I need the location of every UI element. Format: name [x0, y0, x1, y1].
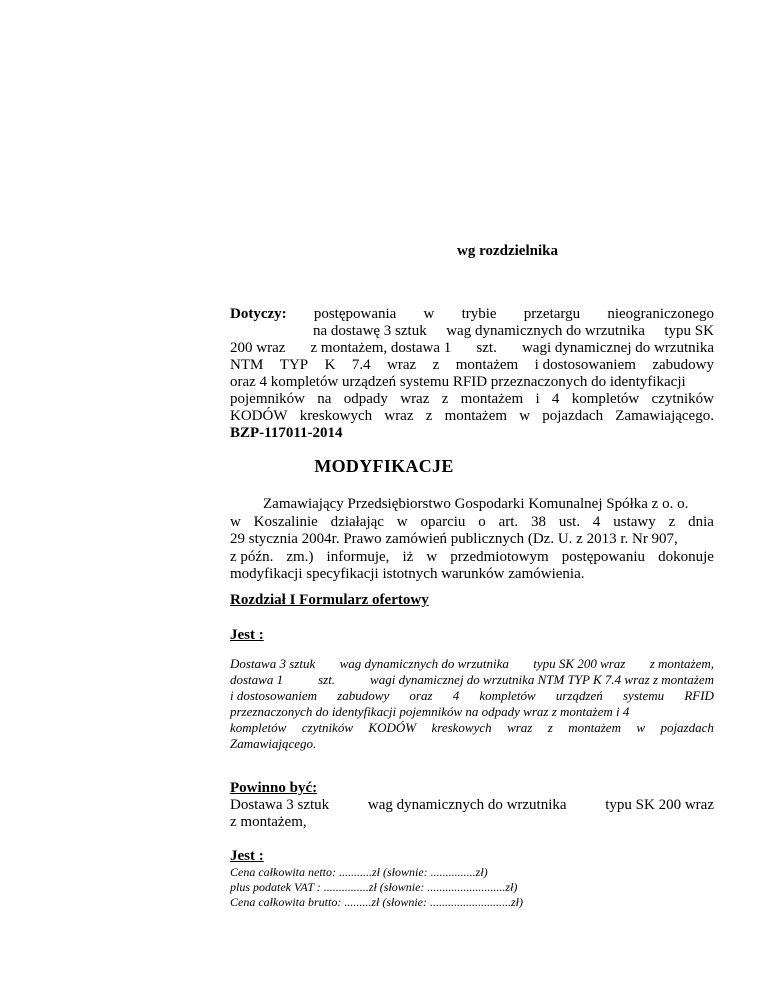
reference-number: BZP-117011-2014: [230, 425, 343, 441]
subject-line-7: KODÓW kreskowych wraz z montażem w pojazdach Zamawiającego.: [230, 408, 714, 424]
intro-line-3: 29 stycznia 2004r. Prawo zamówień publicznych (Dz. U. z 2013 r. Nr 907,: [230, 531, 678, 547]
price-vat-line: plus podatek VAT : ...............zł (słownie: ..........................zł): [230, 880, 518, 894]
subject-line-3: 200 wraz z montażem, dostawa 1 szt. wagi dynamicznej do wrzutnika: [230, 340, 714, 356]
section-title: Rozdział I Formularz ofertowy: [230, 592, 429, 608]
powinno-block: [230, 780, 714, 831]
jest1-line-2: dostawa 1 szt. wagi dynamicznej do wrzutnika NTM TYP K 7.4 wraz z montażem: [230, 672, 714, 687]
intro-line-4: z późn. zm.) informuje, iż w przedmiotowym postępowaniu dokonuje: [230, 548, 714, 565]
powinno-line-1: Dostawa 3 sztuk wag dynamicznych do wrzutnika typu SK 200 wraz: [230, 797, 714, 813]
jest1-line-4: przeznaczonych do identyfikacji pojemników na odpady wraz z montażem i 4: [230, 704, 630, 719]
intro-paragraph: [230, 496, 714, 584]
subject-line-5: oraz 4 kompletów urządzeń systemu RFID przeznaczonych do identyfikacji: [230, 374, 686, 390]
subject-label: Dotyczy:: [230, 306, 287, 322]
subject-block: [230, 306, 714, 442]
subject-line-2: na dostawę 3 sztuk wag dynamicznych do wrzutnika typu SK: [313, 323, 714, 339]
addressee: wg rozdzielnika: [457, 243, 558, 259]
price-net-line: Cena całkowita netto: ...........zł (słownie: ...............zł): [230, 865, 488, 879]
jest1-line-1: Dostawa 3 sztuk wag dynamicznych do wrzutnika typu SK 200 wraz z montażem,: [230, 656, 714, 671]
jest1-line-6: Zamawiającego.: [230, 736, 317, 751]
jest-block-1: [230, 656, 714, 752]
jest-block-2: [230, 848, 714, 910]
subject-line-6: pojemników na odpady wraz z montażem i 4 kompletów czytników: [230, 391, 714, 407]
jest-label-2: Jest :: [230, 848, 264, 864]
intro-line-2: w Koszalinie działając w oparciu o art. 38 ust. 4 ustawy z dnia: [230, 513, 714, 530]
intro-line-5: modyfikacji specyfikacji istotnych warunków zamówienia.: [230, 566, 585, 582]
powinno-line-2: z montażem,: [230, 814, 307, 830]
jest1-line-5: kompletów czytników KODÓW kreskowych wraz z montażem w pojazdach: [230, 720, 714, 735]
jest-label-1: Jest :: [230, 627, 264, 643]
price-gross-line: Cena całkowita brutto: .........zł (słownie: ...........................zł): [230, 895, 523, 909]
intro-line-1: Zamawiający Przedsiębiorstwo Gospodarki Komunalnej Spółka z o. o.: [263, 496, 689, 512]
powinno-label: Powinno być:: [230, 780, 318, 796]
page-title: MODYFIKACJE: [314, 456, 454, 476]
jest1-line-3: i dostosowaniem zabudowy oraz 4 kompletów urządzeń systemu RFID: [230, 688, 714, 703]
subject-line-1: Dotyczy: postępowania w trybie przetargu nieograniczonego: [230, 306, 714, 322]
subject-line-4: NTM TYP K 7.4 wraz z montażem i dostosowaniem zabudowy: [230, 357, 714, 373]
